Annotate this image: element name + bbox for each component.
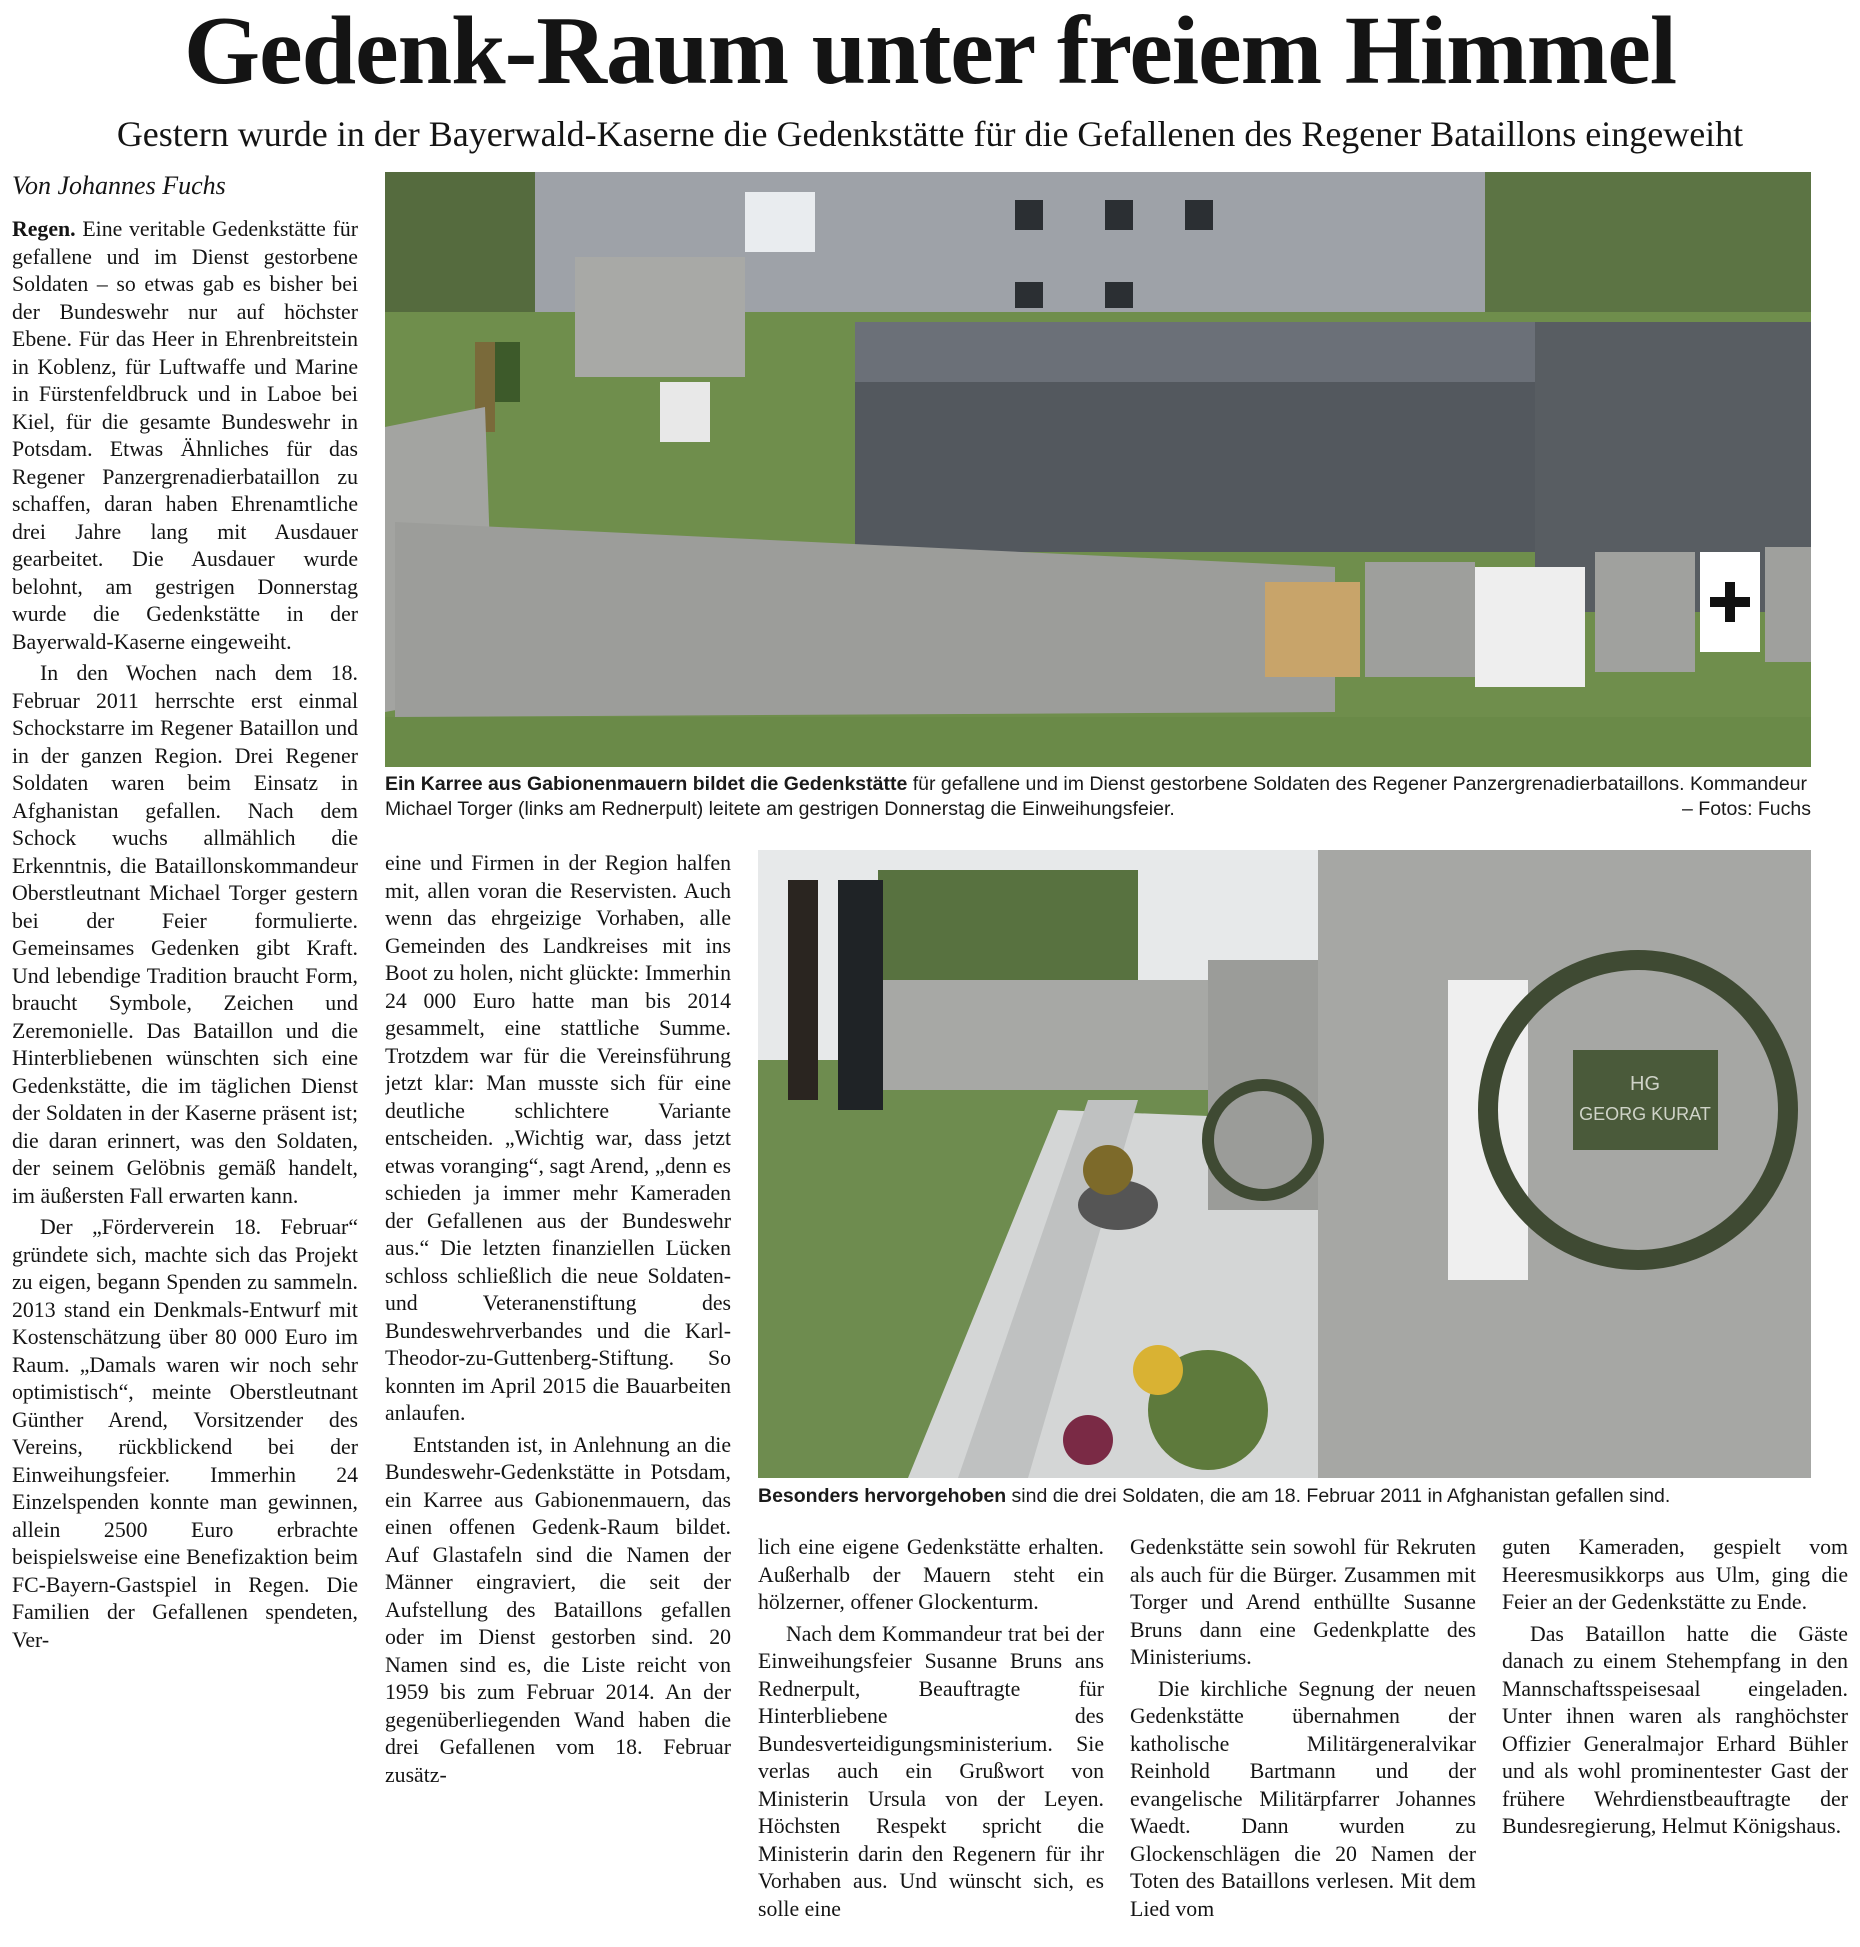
- subheadline: Gestern wurde in der Bayerwald-Kaserne die Gedenkstätte für die Gefallenen des Regener Bataillons eingeweiht: [116, 114, 1744, 154]
- paragraph: Der „Förderverein 18. Februar“ gründete sich, machte sich das Projekt zu eigen, begann Spenden zu sammeln. 2013 stand ein Denkmals-Entwurf mit Kostenschätzung über 80 000 Euro im Raum. „Damals waren wir noch sehr optimistisch“, meinte Oberstleutnant Günther Arend, Vorsitzender des Vereins, rückblickend bei der Einweihungsfeier. Immerhin 24 Einzelspenden konnte man gewinnen, allein 2500 Euro erbrachte beispielsweise eine Benefizaktion beim FC-Bayern-Gastspiel in Regen. Die Familien der Gefallenen spendeten, Ver-: [12, 1215, 358, 1652]
- article-column-3: [758, 1534, 1104, 1944]
- dateline: Regen.: [12, 217, 76, 241]
- paragraph: Nach dem Kommandeur trat bei der Einweihungsfeier Susanne Bruns ans Rednerpult, Beauftragte für Hinterbliebene des Bundesverteidigungsministerium. Sie verlas auch ein Grußwort von Ministerin Ursula von der Leyen. Höchsten Respekt spricht die Ministerin darin den Regenern für ihr Vorhaben aus. Und wünscht sich, es solle eine: [758, 1621, 1104, 1921]
- article-column-1: [12, 216, 358, 1944]
- paragraph: eine und Firmen in der Region halfen mit, allen voran die Reservisten. Auch wenn das ehrgeizige Vorhaben, alle Gemeinden des Landkreises mit ins Boot zu holen, nicht glückte: Immerhin 24 000 Euro hatte man bis 2014 gesammelt, eine stattliche Summe. Trotzdem war für die Vereinsführung jetzt klar: Man musste sich für eine deutliche schlichtere Variante entscheiden. „Wichtig war, dass jetzt etwas voranging“, sagt Arend, „denn es schieden ja immer mehr Kameraden der Gefallenen aus der Bundeswehr aus.“ Die letzten finanziellen Lücken schloss schließlich die neue Soldaten- und Veteranenstiftung des Bundeswehrverbandes und die Karl-Theodor-zu-Guttenberg-Stiftung. So konnten im April 2015 die Bauarbeiten anlaufen.: [385, 851, 731, 1425]
- paragraph: Regen. Eine veritable Gedenkstätte für gefallene und im Dienst gestorbene Soldaten – so etwas gab es bisher bei der Bundeswehr nur auf höchster Ebene. Für das Heer in Ehrenbreitstein in Koblenz, für Luftwaffe und Marine in Fürstenfeldbruck und in Laboe bei Kiel, für die gesamte Bundeswehr in Potsdam. Etwas Ähnliches für das Regener Panzergrenadierbataillon zu schaffen, daran haben Ehrenamtliche drei Jahre lang mit Ausdauer gearbeitet. Die Ausdauer wurde belohnt, am gestrigen Donnerstag wurde die Gedenkstätte in der Bayerwald-Kaserne eingeweiht.: [12, 217, 358, 654]
- byline: Von Johannes Fuchs: [12, 171, 226, 200]
- paragraph: Das Bataillon hatte die Gäste danach zu einem Stehempfang in den Mannschaftsspeisesaal eingeladen. Unter ihnen waren als ranghöchster Offizier Generalmajor Erhard Bühler und als wohl prominentester Gast der frühere Wehrdienstbeauftragte der Bundesregierung, Helmut Königshaus.: [1502, 1621, 1848, 1838]
- article-column-5: [1502, 1534, 1848, 1944]
- headline: Gedenk-Raum unter freiem Himmel: [183, 0, 1677, 105]
- photo-credit: – Fotos: Fuchs: [1682, 798, 1811, 820]
- plaque-line-2: GEORG KURAT: [1579, 1104, 1711, 1124]
- photo-caption-1: Ein Karree aus Gabionenmauern bildet die Gedenkstätte für gefallene und im Dienst gestorbene Soldaten des Regener Panzergrenadierbataillons. Kommandeur Michael Torger (links am Rednerpult) leitete am gestrigen Donnerstag die Einweihungsfeier. – Fotos: Fuchs: [385, 773, 1811, 820]
- article-column-2: [385, 850, 731, 1944]
- paragraph: lich eine eigene Gedenkstätte erhalten. Außerhalb der Mauern steht ein hölzerner, offener Glockenturm.: [758, 1535, 1104, 1614]
- article-column-4: [1130, 1534, 1476, 1944]
- photo-caption-2: Besonders hervorgehoben sind die drei Soldaten, die am 18. Februar 2011 in Afghanistan gefallen sind.: [758, 1485, 1671, 1507]
- paragraph: In den Wochen nach dem 18. Februar 2011 herrschte erst einmal Schockstarre im Regener Bataillon und in der ganzen Region. Drei Regener Soldaten waren beim Einsatz in Afghanistan gefallen. Nach dem Schock wuchs allmählich die Erkenntnis, die Bataillonskommandeur Oberstleutnant Michael Torger gestern bei der Feier formulierte. Gemeinsames Gedenken gibt Kraft. Und lebendige Tradition braucht Form, braucht Symbole, Zeichen und Zeremonielle. Das Bataillon und die Hinterbliebenen wünschten sich eine Gedenkstätte, die im täglichen Dienst der Soldaten in der Kaserne präsent ist; die daran erinnert, was den Soldaten, der seinem Gelöbnis gemäß handelt, im äußersten Fall erwarten kann.: [12, 661, 358, 1208]
- ceremony-photo-illustration: [385, 172, 1811, 767]
- memorial-wall-photo-illustration: [758, 850, 1811, 1478]
- paragraph: Die kirchliche Segnung der neuen Gedenkstätte übernahmen der katholische Militärgeneralvikar Reinhold Bartmann und der evangelische Militärpfarrer Johannes Waedt. Dann wurden zu Glockenschlägen die 20 Namen der Toten des Bataillons verlesen. Mit dem Lied vom: [1130, 1676, 1476, 1921]
- memorial-wall-photo: [758, 850, 1811, 1478]
- paragraph: Entstanden ist, in Anlehnung an die Bundeswehr-Gedenkstätte in Potsdam, ein Karree aus Gabionenmauern, das einen offenen Gedenk-Raum bildet. Auf Glastafeln sind die Namen der Männer eingraviert, die seit der Aufstellung des Bataillons gefallen oder im Dienst gestorben sind. 20 Namen sind es, die Liste reicht von 1959 bis zum Februar 2014. An der gegenüberliegenden Wand haben die drei Gefallenen vom 18. Februar zusätz-: [385, 1432, 731, 1787]
- paragraph: guten Kameraden, gespielt vom Heeresmusikkorps aus Ulm, ging die Feier an der Gedenkstätte zu Ende.: [1502, 1535, 1848, 1614]
- paragraph: Gedenkstätte sein sowohl für Rekruten als auch für die Bürger. Zusammen mit Torger und Arend enthüllte Susanne Bruns dann eine Gedenkplatte des Ministeriums.: [1130, 1535, 1476, 1669]
- plaque-line-1: HG: [1630, 1073, 1660, 1095]
- ceremony-photo: [385, 172, 1811, 767]
